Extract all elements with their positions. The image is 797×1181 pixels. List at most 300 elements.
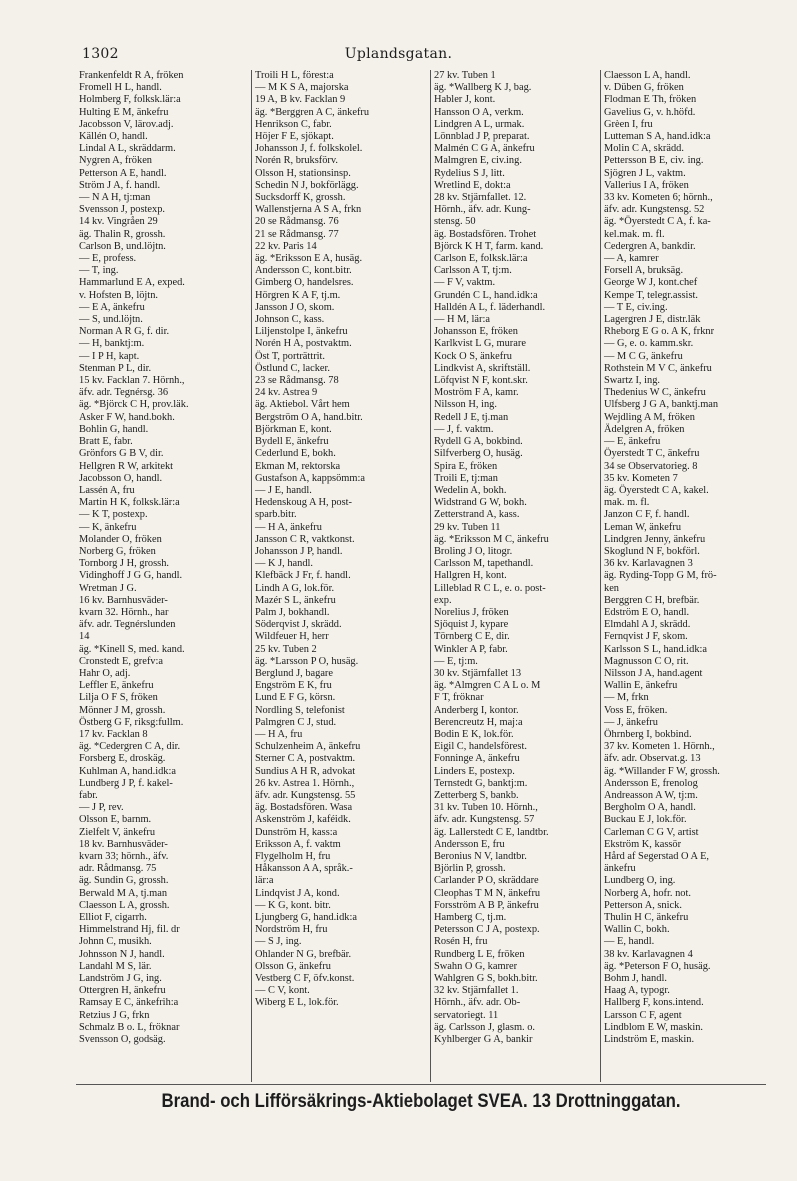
directory-entry: Hallberg F, kons.intend. xyxy=(604,997,704,1009)
directory-entry: äg. *Almgren C A L o. M xyxy=(434,680,541,692)
directory-entry: Bergström O A, hand.bitr. xyxy=(255,411,363,423)
directory-entry: änkefru xyxy=(604,863,636,875)
running-head: Uplandsgatan. xyxy=(344,46,453,62)
directory-entry: Asker F W, hand.bokh. xyxy=(79,411,175,423)
directory-entry: äg. Sundin G, grossh. xyxy=(79,875,169,887)
directory-entry: Eigil C, handelsförest. xyxy=(434,741,527,753)
directory-entry: Svensson O, godsäg. xyxy=(79,1034,166,1046)
directory-entry: Tornborg J H, grossh. xyxy=(79,558,169,570)
directory-entry: Stenman P L, dir. xyxy=(79,362,152,374)
directory-entry: lär:a xyxy=(255,875,274,887)
directory-entry: Berglund J, bagare xyxy=(255,667,334,679)
directory-entry: George W J, kont.chef xyxy=(604,277,698,289)
directory-entry: Hansson O A, verkm. xyxy=(434,106,524,118)
directory-entry: Magnusson C O, rit. xyxy=(604,655,689,667)
directory-column xyxy=(251,70,430,1082)
directory-entry: Lilleblad R C L, e. o. post- xyxy=(434,582,546,594)
directory-entry: 26 kv. Astrea 1. Hörnh., xyxy=(255,777,355,789)
directory-entry: ken xyxy=(604,582,620,594)
directory-entry: Ström J A, f. handl. xyxy=(79,179,161,191)
directory-entry: Elliot F, cigarrh. xyxy=(79,912,147,924)
directory-columns xyxy=(76,70,766,1082)
directory-entry: äfv. adr. Kungstensg. 52 xyxy=(604,204,705,216)
directory-entry: Norén H A, postvaktm. xyxy=(255,338,352,350)
directory-entry: Forsell A, bruksäg. xyxy=(604,265,684,277)
directory-entry: Ternstedt G, banktj:m. xyxy=(434,777,528,789)
directory-entry: Nilsson H, ing. xyxy=(434,399,497,411)
directory-entry: Schulzenheim A, änkefru xyxy=(255,741,361,753)
directory-entry: äg. Öyerstedt C A, kakel. xyxy=(604,484,709,496)
directory-entry: Karlkvist L G, murare xyxy=(434,338,526,350)
directory-entry: Petersson C J A, postexp. xyxy=(434,924,540,936)
directory-entry: — H, banktj:m. xyxy=(79,338,145,350)
directory-entry: Linders E, postexp. xyxy=(434,765,515,777)
directory-entry: Palm J, bokhandl. xyxy=(255,606,330,618)
directory-entry: Lundberg J P, f. kakel- xyxy=(79,777,173,789)
directory-entry: Norman A R G, f. dir. xyxy=(79,326,170,338)
directory-entry: Landström J G, ing. xyxy=(79,973,162,985)
directory-entry: 36 kv. Karlavagnen 3 xyxy=(604,558,693,570)
directory-entry: Hörnh., äfv. adr. Ob- xyxy=(434,997,521,1009)
directory-entry: Hulting E M, änkefru xyxy=(79,106,169,118)
directory-entry: Retzius J G, frkn xyxy=(79,1009,150,1021)
directory-entry: Sucksdorff K, grossh. xyxy=(255,192,346,204)
directory-entry: v. Hofsten B, löjtn. xyxy=(79,289,158,301)
directory-entry: Fonninge A, änkefru xyxy=(434,753,520,765)
directory-entry: Öyerstedt T C, änkefru xyxy=(604,448,700,460)
directory-entry: Johnn C, musikh. xyxy=(79,936,152,948)
directory-entry: Lindqvist J A, kond. xyxy=(255,887,340,899)
directory-entry: Wedelin A, bokh. xyxy=(434,484,507,496)
directory-entry: äg. Bostadsfören. Trohet xyxy=(434,228,537,240)
directory-entry: — J, f. vaktm. xyxy=(434,423,494,435)
directory-entry: Johansson E, fröken xyxy=(434,326,518,338)
directory-entry: Wallin C, bokh. xyxy=(604,924,670,936)
directory-entry: Frankenfeldt R A, fröken xyxy=(79,70,184,81)
directory-entry: Bydell E, änkefru xyxy=(255,436,329,448)
directory-entry: Jacobsson O, handl. xyxy=(79,472,163,484)
directory-entry: äg. *Wallberg K J, bag. xyxy=(434,82,532,94)
directory-entry: Forsberg E, droskäg. xyxy=(79,753,166,765)
directory-entry: Gustafson A, kappsömm:a xyxy=(255,472,365,484)
directory-entry: Moström F A, kamr. xyxy=(434,387,519,399)
directory-entry: Lundberg O, ing. xyxy=(604,875,676,887)
directory-entry: Wallin E, änkefru xyxy=(604,680,678,692)
directory-entry: 31 kv. Tuben 10. Hörnh., xyxy=(434,802,538,814)
directory-entry: — A, kamrer xyxy=(604,253,659,265)
advertisement-banner: Brand- och Lifförsäkrings-Aktiebolaget SVEA. 13 Drottninggatan. xyxy=(161,1090,681,1112)
directory-entry: Ohlander N G, brefbär. xyxy=(255,948,352,960)
directory-entry: Lassén A, fru xyxy=(79,484,135,496)
directory-entry: Lönnblad J P, preparat. xyxy=(434,131,530,143)
directory-entry: Kock O S, änkefru xyxy=(434,350,512,362)
directory-entry: — M C G, änkefru xyxy=(604,350,683,362)
directory-entry: stensg. 50 xyxy=(434,216,476,228)
directory-entry: Bohlin G, handl. xyxy=(79,423,149,435)
directory-entry: Widstrand G W, bokh. xyxy=(434,497,527,509)
directory-entry: Lindgren A L, urmak. xyxy=(434,118,525,130)
directory-entry: äg. *Peterson F O, husäg. xyxy=(604,960,711,972)
directory-entry: — S, und.löjtn. xyxy=(79,314,143,326)
directory-entry: Andreasson A W, tj:m. xyxy=(604,789,698,801)
directory-entry: 20 se Rådmansg. 76 xyxy=(255,216,339,228)
directory-entry: Jansson C R, vaktkonst. xyxy=(255,533,355,545)
directory-entry: Flodman E Th, fröken xyxy=(604,94,697,106)
directory-entry: Dunström H, kass:a xyxy=(255,826,338,838)
directory-entry: Grèen I, fru xyxy=(604,118,653,130)
directory-entry: — N A H, tj:man xyxy=(79,192,151,204)
directory-entry: 29 kv. Tuben 11 xyxy=(434,521,501,533)
directory-entry: Löfqvist N F, kont.skr. xyxy=(434,375,528,387)
directory-entry: Janzon C F, f. handl. xyxy=(604,509,690,521)
directory-entry: Hellgren R W, arkitekt xyxy=(79,460,174,472)
directory-entry: Liljenstolpe I, änkefru xyxy=(255,326,348,338)
directory-entry: Zielfelt V, änkefru xyxy=(79,826,156,838)
directory-entry: 27 kv. Tuben 1 xyxy=(434,70,496,81)
directory-entry: Buckau E J, lok.för. xyxy=(604,814,687,826)
directory-entry: Olsson G, änkefru xyxy=(255,960,331,972)
directory-entry: Ädelgren A, fröken xyxy=(604,423,685,435)
directory-entry: äfv. adr. Tegnérslunden xyxy=(79,619,176,631)
directory-entry: — K T, postexp. xyxy=(79,509,148,521)
directory-entry: Carlsson A T, tj:m. xyxy=(434,265,512,277)
directory-entry: Kyhlberger G A, bankir xyxy=(434,1034,533,1046)
directory-entry: Elmdahl A J, skrädd. xyxy=(604,619,691,631)
directory-entry: Wallenstjerna A S A, frkn xyxy=(255,204,362,216)
directory-entry: Schmalz B o. L, fröknar xyxy=(79,1021,180,1033)
directory-entry: Anderberg I, kontor. xyxy=(434,704,519,716)
directory-entry: — M K S A, majorska xyxy=(255,82,349,94)
directory-entry: — J E, handl. xyxy=(255,484,312,496)
directory-entry: Gimberg O, handelsres. xyxy=(255,277,354,289)
directory-entry: kel.mak. m. fl. xyxy=(604,228,665,240)
directory-entry: Cedergren A, bankdir. xyxy=(604,240,696,252)
directory-entry: äg. *Björck C H, prov.läk. xyxy=(79,399,189,411)
directory-entry: 32 kv. Stjärnfallet 1. xyxy=(434,985,519,997)
directory-entry: Håkansson A A, språk.- xyxy=(255,863,353,875)
directory-entry: Larsson C F, agent xyxy=(604,1009,682,1021)
directory-entry: 23 se Rådmansg. 78 xyxy=(255,375,339,387)
directory-entry: sparb.bitr. xyxy=(255,509,297,521)
directory-entry: Wiberg E L, lok.för. xyxy=(255,997,339,1009)
directory-entry: Hörnh., äfv. adr. Kung- xyxy=(434,204,531,216)
directory-column xyxy=(430,70,600,1082)
directory-entry: Landahl M S, lär. xyxy=(79,960,152,972)
directory-entry: Malmén C G A, änkefru xyxy=(434,143,535,155)
directory-entry: Svensson J, postexp. xyxy=(79,204,166,216)
directory-entry: — E, handl. xyxy=(604,936,655,948)
directory-entry: — J P, rev. xyxy=(79,802,124,814)
directory-entry: 21 se Rådmansg. 77 xyxy=(255,228,339,240)
directory-entry: Gavelius G, v. h.höfd. xyxy=(604,106,696,118)
directory-entry: Östlund C, lacker. xyxy=(255,362,331,374)
directory-entry: 37 kv. Kometen 1. Hörnh., xyxy=(604,741,715,753)
directory-entry: äg. Aktiebol. Vårt hem xyxy=(255,399,350,411)
directory-entry: Henrikson C, fabr. xyxy=(255,118,332,130)
directory-entry: — E A, änkefru xyxy=(79,301,145,313)
directory-entry: Martin H K, folksk.lär:a xyxy=(79,497,180,509)
directory-entry: — H M, lär:a xyxy=(434,314,490,326)
directory-entry: Molander O, fröken xyxy=(79,533,162,545)
directory-entry: Troili E, tj:man xyxy=(434,472,498,484)
directory-entry: äfv. adr. Kungstensg. 55 xyxy=(255,789,356,801)
directory-entry: Molin C A, skrädd. xyxy=(604,143,684,155)
directory-entry: Rydell G A, bokbind. xyxy=(434,436,523,448)
directory-entry: servatoriegt. 11 xyxy=(434,1009,499,1021)
directory-entry: — K G, kont. bitr. xyxy=(255,899,331,911)
directory-entry: Karlsson S L, hand.idk:a xyxy=(604,643,708,655)
directory-entry: Habler J, kont. xyxy=(434,94,496,106)
directory-entry: Öst T, porträttrit. xyxy=(255,350,326,362)
directory-entry: Bratt E, fabr. xyxy=(79,436,133,448)
directory-entry: Holmberg F, folksk.lär:a xyxy=(79,94,181,106)
directory-entry: Leman W, änkefru xyxy=(604,521,682,533)
directory-entry: Ramsay E C, änkefrih:a xyxy=(79,997,179,1009)
directory-entry: — I P H, kapt. xyxy=(79,350,140,362)
directory-entry: Hedenskoug A H, post- xyxy=(255,497,352,509)
directory-entry: 19 A, B kv. Facklan 9 xyxy=(255,94,346,106)
directory-entry: Carlander P O, skräddare xyxy=(434,875,539,887)
directory-entry: — M, frkn xyxy=(604,692,649,704)
directory-entry: Zetterstrand A, kass. xyxy=(434,509,520,521)
directory-entry: äg. *Willander F W, grossh. xyxy=(604,765,720,777)
directory-entry: Palmgren C J, stud. xyxy=(255,716,337,728)
directory-entry: — H A, fru xyxy=(255,728,303,740)
directory-entry: 33 kv. Kometen 6; hörnh., xyxy=(604,192,713,204)
directory-entry: Bodin E K, lok.för. xyxy=(434,728,514,740)
directory-entry: Norberg G, fröken xyxy=(79,545,156,557)
directory-entry: äfv. adr. Tegnérsg. 36 xyxy=(79,387,169,399)
directory-entry: Rydelius S J, litt. xyxy=(434,167,505,179)
directory-entry: Broling J O, litogr. xyxy=(434,545,513,557)
directory-entry: — G, e. o. kamm.skr. xyxy=(604,338,694,350)
directory-entry: Lutteman S A, hand.idk:a xyxy=(604,131,711,143)
directory-entry: — T E, civ.ing. xyxy=(604,301,668,313)
directory-entry: Jansson J O, skom. xyxy=(255,301,335,313)
directory-entry: Redell J E, tj.man xyxy=(434,411,509,423)
directory-entry: Söderqvist J, skrädd. xyxy=(255,619,342,631)
directory-entry: äg. *Eriksson E A, husäg. xyxy=(255,253,363,265)
directory-entry: Lilja O F S, fröken xyxy=(79,692,158,704)
directory-entry: 14 xyxy=(79,631,90,643)
directory-entry: Nordström H, fru xyxy=(255,924,328,936)
directory-entry: Silfverberg O, husäg. xyxy=(434,448,523,460)
directory-entry: Mazér S L, änkefru xyxy=(255,594,336,606)
directory-entry: Cederlund E, bokh. xyxy=(255,448,336,460)
directory-entry: Lindkvist A, skriftställ. xyxy=(434,362,531,374)
directory-entry: Claesson L A, handl. xyxy=(604,70,691,81)
directory-entry: Östberg G F, riksg:fullm. xyxy=(79,716,184,728)
directory-entry: Flygelholm H, fru xyxy=(255,851,331,862)
directory-entry: Ottergren H, änkefru xyxy=(79,985,166,997)
directory-entry: Sundius A H R, advokat xyxy=(255,765,356,777)
directory-entry: Hård af Segerstad O A E, xyxy=(604,851,710,862)
directory-entry: Engström E K, fru xyxy=(255,680,332,692)
directory-entry: Jacobsson V, lärov.adj. xyxy=(79,118,174,130)
directory-entry: Sjögren J L, vaktm. xyxy=(604,167,686,179)
directory-entry: Sterner C A, postvaktm. xyxy=(255,753,356,765)
directory-entry: Askenström J, kaféidk. xyxy=(255,814,351,826)
directory-entry: Zetterberg S, bankb. xyxy=(434,789,519,801)
directory-entry: Nygren A, fröken xyxy=(79,155,153,167)
directory-entry: Norén R, bruksförv. xyxy=(255,155,339,167)
directory-entry: — K, änkefru xyxy=(79,521,137,533)
directory-entry: Halldén A L, f. läderhandl. xyxy=(434,301,546,313)
directory-entry: Troili H L, förest:a xyxy=(255,70,334,81)
directory-entry: Lindal A L, skräddarm. xyxy=(79,143,176,155)
directory-entry: Schedin N J, bokförlägg. xyxy=(255,179,359,191)
directory-entry: Grundén C L, hand.idk:a xyxy=(434,289,538,301)
directory-entry: Fromell H L, handl. xyxy=(79,82,162,94)
directory-entry: 15 kv. Facklan 7. Hörnh., xyxy=(79,375,185,387)
directory-entry: Winkler A P, fabr. xyxy=(434,643,508,655)
directory-entry: Skoglund N F, bokförl. xyxy=(604,545,700,557)
directory-entry: Mönner J M, grossh. xyxy=(79,704,166,716)
directory-entry: äfv. adr. Observat.g. 13 xyxy=(604,753,701,765)
directory-entry: 38 kv. Karlavagnen 4 xyxy=(604,948,693,960)
directory-entry: Rosén H, fru xyxy=(434,936,488,948)
directory-entry: Ekman M, rektorska xyxy=(255,460,341,472)
directory-entry: Höjer F E, sjökapt. xyxy=(255,131,334,143)
directory-entry: Andersson E, fru xyxy=(434,838,505,850)
directory-entry: 24 kv. Astrea 9 xyxy=(255,387,318,399)
directory-entry: Johnson C, kass. xyxy=(255,314,325,326)
directory-entry: — E, änkefru xyxy=(604,436,661,448)
directory-entry: Rheborg E G o. A K, frknr xyxy=(604,326,715,338)
advertisement-rule xyxy=(76,1084,766,1085)
directory-entry: Vidinghoff J G G, handl. xyxy=(79,570,183,582)
directory-entry: Rothstein M V C, änkefru xyxy=(604,362,712,374)
directory-entry: Hörgren K A F, tj.m. xyxy=(255,289,341,301)
directory-entry: Öhrnberg I, bokbind. xyxy=(604,728,692,740)
directory-entry: 30 kv. Stjärnfallet 13 xyxy=(434,667,522,679)
directory-entry: Källén O, handl. xyxy=(79,131,148,143)
directory-entry: Cronstedt E, grefv:a xyxy=(79,655,163,667)
directory-entry: Carlson E, folksk.lär:a xyxy=(434,253,528,265)
directory-entry: Hallgren H, kont. xyxy=(434,570,507,582)
directory-entry: Sjöquist J, kypare xyxy=(434,619,509,631)
directory-column xyxy=(76,70,251,1082)
directory-entry: äg. *Eriksson M C, änkefru xyxy=(434,533,549,545)
directory-entry: äg. Ryding-Topp G M, frö- xyxy=(604,570,717,582)
directory-entry: — K J, handl. xyxy=(255,558,314,570)
directory-entry: Thulin H C, änkefru xyxy=(604,912,689,924)
directory-entry: Malmgren E, civ.ing. xyxy=(434,155,522,167)
directory-entry: Hamberg C, tj.m. xyxy=(434,912,507,924)
directory-entry: 17 kv. Facklan 8 xyxy=(79,728,148,740)
directory-entry: fabr. xyxy=(79,789,98,801)
directory-entry: Björlin P, grossh. xyxy=(434,863,506,875)
directory-entry: Olsson E, barnm. xyxy=(79,814,152,826)
directory-entry: äfv. adr. Kungstensg. 57 xyxy=(434,814,535,826)
directory-entry: 35 kv. Kometen 7 xyxy=(604,472,678,484)
directory-entry: Vestberg C F, öfv.konst. xyxy=(255,973,355,985)
directory-entry: äg. *Kinell S, med. kand. xyxy=(79,643,185,655)
directory-entry: Lund E F G, körsn. xyxy=(255,692,336,704)
directory-entry: — F V, vaktm. xyxy=(434,277,496,289)
directory-entry: Wretlind E, dokt:a xyxy=(434,179,511,191)
directory-entry: Olsson H, stationsinsp. xyxy=(255,167,351,179)
directory-entry: 22 kv. Paris 14 xyxy=(255,240,317,252)
directory-entry: äg. *Larsson P O, husäg. xyxy=(255,655,359,667)
directory-entry: Spira E, fröken xyxy=(434,460,498,472)
directory-entry: Björck K H T, farm. kand. xyxy=(434,240,544,252)
directory-entry: — E, tj:m. xyxy=(434,655,478,667)
directory-entry: Pettersson B E, civ. ing. xyxy=(604,155,704,167)
directory-entry: äg. Thalin R, grossh. xyxy=(79,228,166,240)
directory-entry: Wahlgren G S, bokh.bitr. xyxy=(434,973,538,985)
directory-entry: 14 kv. Vingråen 29 xyxy=(79,216,158,228)
directory-entry: — E, profess. xyxy=(79,253,137,265)
directory-entry: äg. Lallerstedt C E, landtbr. xyxy=(434,826,549,838)
directory-entry: Berwald M A, tj.man xyxy=(79,887,168,899)
directory-entry: Hammarlund E A, exped. xyxy=(79,277,185,289)
directory-entry: äg. *Cedergren C A, dir. xyxy=(79,741,181,753)
directory-entry: Thedenius W C, änkefru xyxy=(604,387,706,399)
directory-entry: Petterson A E, handl. xyxy=(79,167,167,179)
directory-entry: exp. xyxy=(434,594,452,606)
directory-entry: Johnsson N J, handl. xyxy=(79,948,165,960)
directory-entry: — J, änkefru xyxy=(604,716,658,728)
directory-entry: Beronius N V, landtbr. xyxy=(434,851,527,862)
directory-entry: Lagergren J E, distr.läk xyxy=(604,314,701,326)
directory-entry: Wildfeuer H, herr xyxy=(255,631,329,643)
directory-entry: kvarn 32. Hörnh., har xyxy=(79,606,169,618)
directory-entry: Hahr O, adj. xyxy=(79,667,131,679)
directory-entry: Johansson J P, handl. xyxy=(255,545,343,557)
directory-entry: äg. *Berggren A C, änkefru xyxy=(255,106,370,118)
directory-entry: Björkman E, kont. xyxy=(255,423,332,435)
directory-entry: Petterson A, snick. xyxy=(604,899,682,911)
directory-entry: Rundberg L E, fröken xyxy=(434,948,525,960)
directory-entry: 18 kv. Barnhusväder- xyxy=(79,838,168,850)
directory-entry: Berencreutz H, maj:a xyxy=(434,716,523,728)
directory-entry: — S J, ing. xyxy=(255,936,302,948)
directory-entry: Lindblom E W, maskin. xyxy=(604,1021,703,1033)
directory-entry: Carleman C G V, artist xyxy=(604,826,699,838)
directory-entry: — C V, kont. xyxy=(255,985,310,997)
directory-entry: Himmelstrand Hj, fil. dr xyxy=(79,924,180,936)
directory-entry: äg. Carlsson J, glasm. o. xyxy=(434,1021,536,1033)
directory-entry: 16 kv. Barnhusväder- xyxy=(79,594,168,606)
directory-entry: Lindström E, maskin. xyxy=(604,1034,695,1046)
directory-entry: äg. *Öyerstedt C A, f. ka- xyxy=(604,216,711,228)
directory-entry: adr. Rådmansg. 75 xyxy=(79,863,157,875)
directory-entry: Kuhlman A, hand.idk:a xyxy=(79,765,176,777)
directory-entry: Andersson E, frenolog xyxy=(604,777,698,789)
directory-entry: 28 kv. Stjärnfallet. 12. xyxy=(434,192,527,204)
directory-entry: Ulfsberg J G A, banktj.man xyxy=(604,399,719,411)
directory-entry: Nilsson J A, hand.agent xyxy=(604,667,703,679)
directory-entry: — T, ing. xyxy=(79,265,119,277)
directory-entry: Grönfors G B V, dir. xyxy=(79,448,164,460)
directory-entry: Bergholm O A, handl. xyxy=(604,802,696,814)
directory-entry: Haag A, typogr. xyxy=(604,985,670,997)
directory-entry: Bohm J, handl. xyxy=(604,973,667,985)
directory-entry: mak. m. fl. xyxy=(604,497,650,509)
directory-entry: Ljungberg G, hand.idk:a xyxy=(255,912,357,924)
directory-entry: Lindgren Jenny, änkefru xyxy=(604,533,706,545)
directory-entry: Carlson B, und.löjtn. xyxy=(79,240,166,252)
directory-entry: äg. Bostadsfören. Wasa xyxy=(255,802,353,814)
directory-entry: Johansson J, f. folkskolel. xyxy=(255,143,363,155)
directory-entry: Wretman J G. xyxy=(79,582,137,594)
directory-entry: F T, fröknar xyxy=(434,692,484,704)
directory-entry: Forsström A B P, änkefru xyxy=(434,899,539,911)
directory-entry: 34 se Observatorieg. 8 xyxy=(604,460,698,472)
directory-entry: Andersson C, kont.bitr. xyxy=(255,265,352,277)
directory-entry: v. Düben G, fröken xyxy=(604,82,684,94)
